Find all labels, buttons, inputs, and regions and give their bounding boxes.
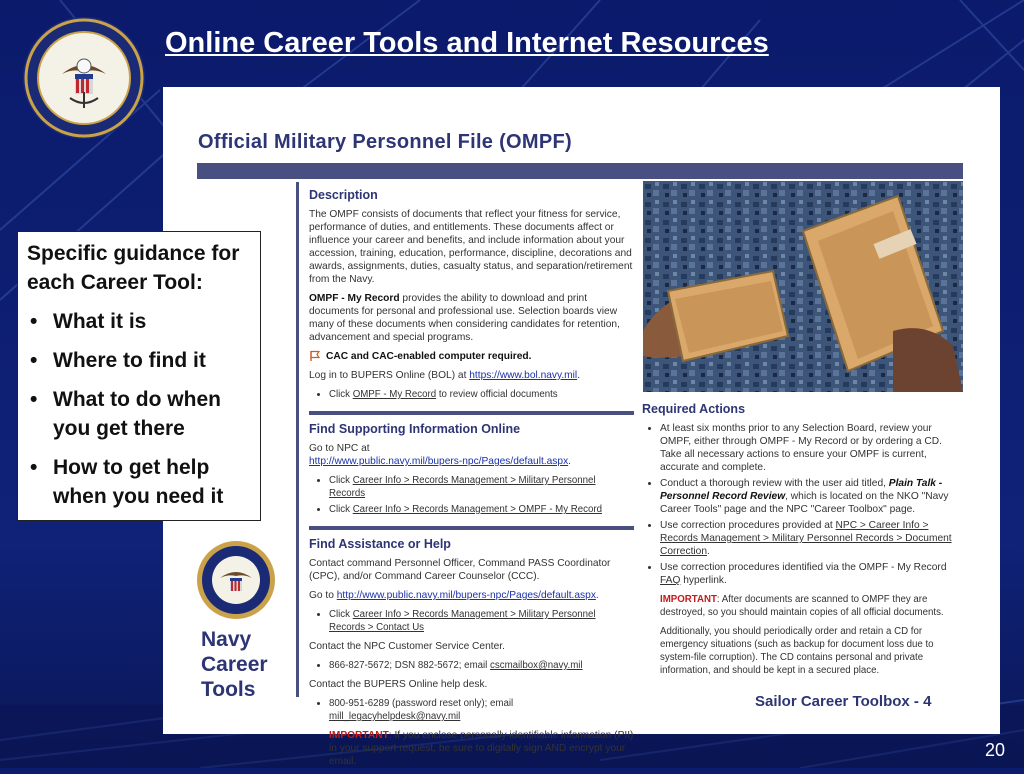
navy-career-tools-brand [201,627,268,702]
assistance-heading: Find Assistance or Help [309,537,451,551]
middle-column [309,189,634,774]
click-suffix: to review official documents [436,389,558,400]
assistance-contact: Contact command Personnel Officer, Command PASS Coordinator (CPC), and/or Command Career Counselor (CCC). [309,558,611,582]
pii-important-note [309,729,634,768]
important-text: : If you enclose personally identifiable information (PII) in your support request, be sure to digitally sign AND encrypt your email. [329,730,634,767]
cac-note-text: CAC and CAC-enabled computer required. [326,351,532,362]
login-list [309,388,634,401]
npc-link[interactable]: http://www.public.navy.mil/bupers-npc/Pages/default.aspx [336,590,596,601]
records-ompf-link[interactable]: Career Info > Records Management > OMPF - My Record [352,504,602,515]
assistance-goto-prefix: Go to [309,590,337,601]
required-heading: Required Actions [642,402,746,416]
contact-us-link[interactable]: Career Info > Records Management > Military Personnel Records > Contact Us [329,609,596,633]
brand-line: Tools [201,678,256,701]
supporting-goto [309,442,634,468]
panel-divider-line [296,182,299,697]
cac-note [309,350,634,363]
item2-text: Conduct a thorough review with the user aid titled, [660,478,889,489]
supporting-list [309,474,634,516]
list-item [660,561,962,587]
csc-phone: 866-827-5672; DSN 882-5672; email [329,660,491,671]
csc-text: Contact the NPC Customer Service Center. [309,641,505,652]
list-item: • At least six months prior to any Selection Board, review your OMPF, either through OMPF - My Record or by ordering a CD. Take all necessary actions to ensure your OMPF is current, accurate and complete. [660,422,962,474]
brand-line: Navy [201,628,252,651]
plain-talk-title: Plain Talk - Personnel Record Review [660,478,943,502]
important-text: : After documents are scanned to OMPF they are destroyed, so you should maintain copies of all official documents. [660,594,944,618]
guidance-heading: Specific guidance for each Career Tool: [27,242,240,294]
list-item [329,608,634,634]
npc-link[interactable]: http://www.public.navy.mil/bupers-npc/Pages/default.aspx [309,456,569,467]
list-item [329,388,634,401]
records-mil-personnel-link[interactable]: Career Info > Records Management > Military Personnel Records [329,475,596,499]
assistance-goto-end: . [595,590,599,601]
list-item [660,519,962,558]
assistance-goto-list [309,608,634,634]
important-label: IMPORTANT [660,594,717,605]
navy-career-tools-seal-logo [196,540,276,620]
page-number: 20 [985,740,1006,760]
bol-link[interactable]: https://www.bol.navy.mil [469,370,578,381]
document-correction-link[interactable]: NPC > Career Info > Records Management > Military Personnel Records > Document Correction [660,520,952,557]
item4-text: Use correction procedures identified via the OMPF - My Record [660,562,947,573]
item3-end: . [707,546,710,557]
career-counselor-seal-logo [22,16,146,140]
panel-title: Official Military Personnel File (OMPF) [198,131,572,153]
required-list [642,422,962,587]
my-record-label: OMPF - My Record [309,293,400,304]
supporting-goto-text: Go to NPC at [309,443,370,454]
login-paragraph [309,369,634,382]
my-record-text: provides the ability to download and print documents for personal and professional use. Selection boards view many of these documents when considering candidates for retention, advancement and special programs. [309,293,620,343]
login-end: . [577,370,581,381]
click-prefix: Click [329,389,353,400]
list-item [329,659,634,672]
guidance-item: • What to do when you get there [27,385,252,443]
required-actions-column [642,403,962,683]
panel-footer: Sailor Career Toolbox - 4 [755,693,932,710]
section-separator [309,411,634,415]
list-item [329,697,634,723]
bol-help-text: Contact the BUPERS Online help desk. [309,679,488,690]
login-text: Log in to BUPERS Online (BOL) at [309,370,470,381]
flag-icon [309,350,321,362]
item4-end: hyperlink. [680,575,727,586]
sailor-holding-records-photo [643,181,963,392]
csc-email-link[interactable]: cscmailbox@navy.mil [490,660,583,671]
scan-important-note [642,593,962,619]
guidance-item: • Where to find it [27,346,252,375]
supporting-link-end: . [568,456,572,467]
description-text: The OMPF consists of documents that reflect your fitness for service, performance of duties, and entitlements. These documents affect or influence your career and benefits, and include information about your accession, training, education, performance, discipline, decorations and awards, assignments, duties, casualty status, and separation/retirement from the Navy. [309,209,633,285]
bol-help-list [309,697,634,723]
guidance-callout [17,231,261,521]
panel-header-bar [197,163,963,179]
list-item [660,477,962,516]
guidance-list [27,307,252,511]
list-item [329,503,634,516]
section-separator [309,526,634,530]
bol-phone: 800-951-6289 (password reset only); email [329,698,514,709]
important-label: IMPORTANT [329,730,389,741]
click-prefix: Click [329,504,353,515]
faq-link[interactable]: FAQ [660,575,681,586]
bol-helpdesk-email-link[interactable]: mill_legacyhelpdesk@navy.mil [329,711,461,722]
ompf-my-record-link[interactable]: OMPF - My Record [352,389,437,400]
item3-text: Use correction procedures provided at [660,520,836,531]
slide-title: Online Career Tools and Internet Resources [165,27,769,59]
item2-text-end: , which is located on the NKO "Navy Career Tools" page and the NPC "Career Toolbox" page. [660,491,949,515]
supporting-heading: Find Supporting Information Online [309,422,521,436]
csc-list [309,659,634,672]
list-item [329,474,634,500]
guidance-item: • What it is [27,307,252,336]
my-record-paragraph [309,292,634,344]
brand-line: Career [201,653,268,676]
additional-note: Additionally, you should periodically order and retain a CD for emergency situations (such as backup for document loss due to system-file corruption). The CD contains personal and private information, and should be kept in a secured place. [660,626,934,676]
click-prefix: Click [329,475,353,486]
description-heading: Description [309,188,378,202]
assistance-goto [309,589,634,602]
guidance-item: • How to get help when you need it [27,453,252,511]
click-prefix: Click [329,609,353,620]
